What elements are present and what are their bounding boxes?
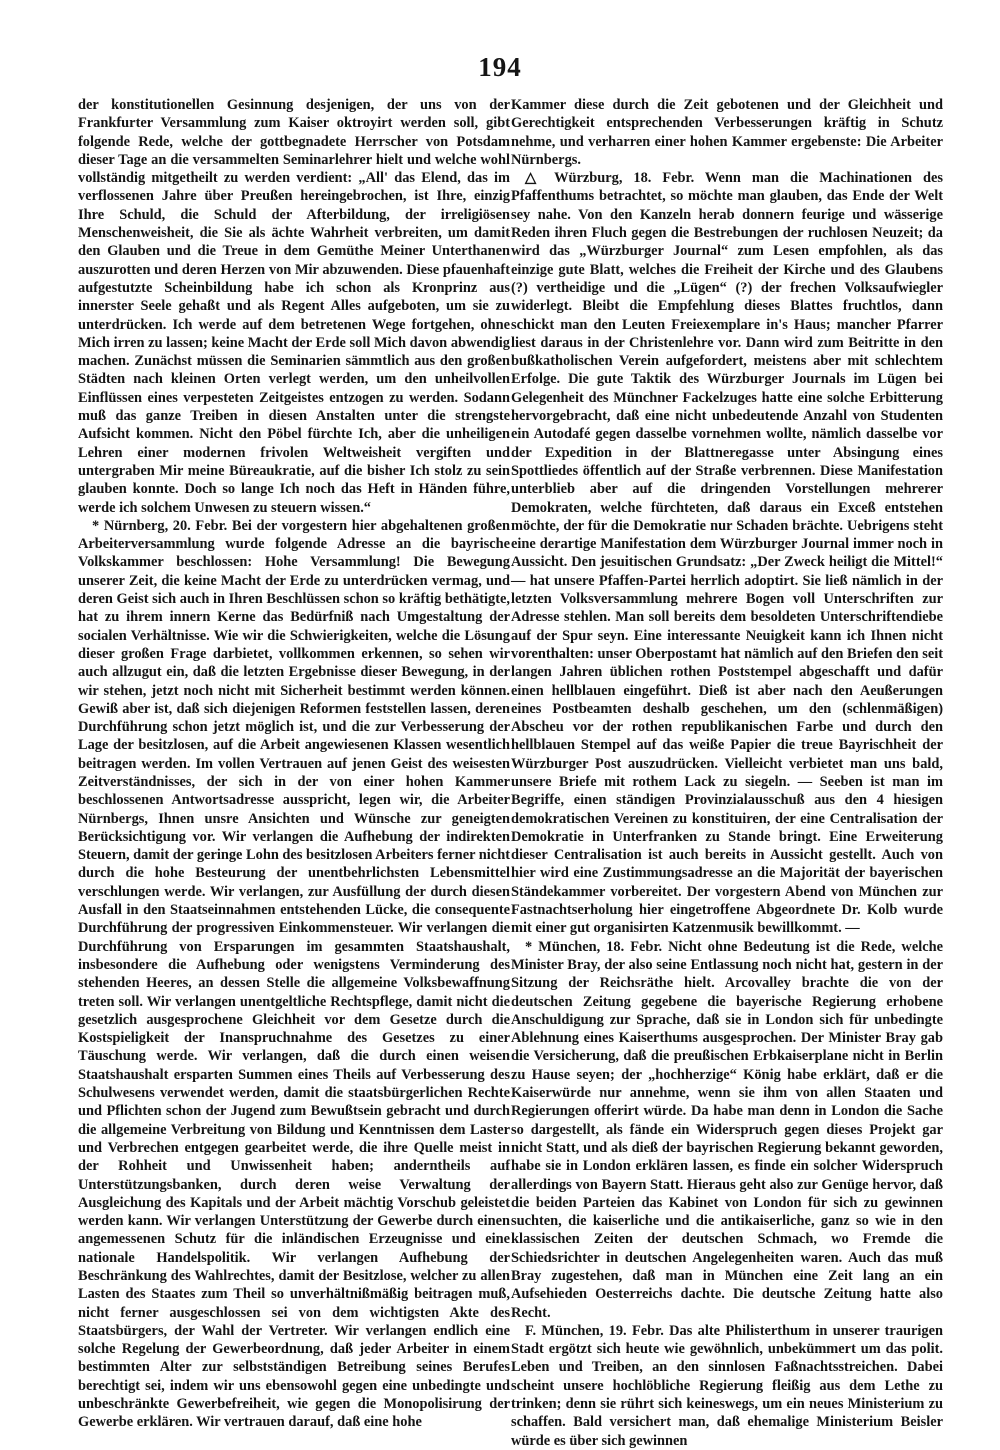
page-number: 194 xyxy=(478,52,522,82)
left-column xyxy=(78,96,510,1431)
paragraph: Kammer diese durch die Zeit gebotenen und der Gleichheit und Gerechtigkeit entsprechenden Verbesserungen kräftig in Schutz nehme, und verharren einer hohen Kammer ergebenste: Die Arbeiter Nürnbergs. xyxy=(511,97,943,168)
paragraph: der konstitutionellen Gesinnung desjenigen, der uns von der Frankfurter Versammlung zum Kaiser oktroyirt werden soll, gibt folgende Rede, welche der gottbegnadete Herrscher von Potsdam dieser Tage an die versammelten Seminarlehrer hielt und welche wohl vollständig mitgetheilt zu werden verdient: „All' das Elend, das im verflossenen Jahre über Preußen hereingebrochen, ist Ihre, einzig Ihre Schuld, die Schuld der Afterbildung, der irreligiösen Menschenweisheit, die Sie als ächte Wahrheit verbreiten, um damit den Glauben und die Treue in dem Gemüthe Meiner Unterthanen auszurotten und deren Herzen von Mir abzuwenden. Diese pfauenhaft aufgestutzte Scheinbildung habe ich schon als Kronprinz aus innerster Seele gehaßt und als Regent Alles aufgeboten, um sie zu unterdrücken. Ich werde auf dem betretenen Wege fortgehen, ohne Mich irren zu lassen; keine Macht der Erde soll Mich davon abwendig machen. Zunächst müssen die Seminarien sämmtlich aus den großen Städten nach kleinen Orten verlegt werden, um den unheilvollen Einflüssen eines verpesteten Zeitgeistes entzogen zu werden. Sodann muß das ganze Treiben in diesen Anstalten unter die strengste Aufsicht kommen. Nicht den Pöbel fürchte Ich, aber die unheiligen Lehren einer modernen frivolen Weltweisheit vergiften und untergraben Mir meine Büreaukratie, auf die bisher Ich stolz zu sein glauben konnte. Doch so lange Ich noch das Heft in Händen führe, werde ich solchem Unwesen zu steuern wissen.“ xyxy=(78,97,510,516)
paragraph: F. München, 19. Febr. Das alte Philisterthum in unserer traurigen Stadt ergötzt sich heute wie gewöhnlich, unbekümmert um das polit. Leben und Treiben, an den sinnlosen Faßnachtsstreichen. Dabei scheint unsere hochlöbliche Regierung fleißig aus dem Lethe zu trinken; denn sie rührt sich keineswegs, um ein neues Ministerium zu schaffen. Bald versichert man, daß ehemalige Ministerium Beisler würde es über sich gewinnen xyxy=(511,1322,943,1449)
paragraph: △ Würzburg, 18. Febr. Wenn man die Machinationen des Pfaffenthums betrachtet, so möchte man glauben, das Ende der Welt sey nahe. Von den Kanzeln herab donnern feurige und wässerige Reden ihren Fluch gegen die Bestrebungen der ruchlosen Neuzeit; da wird das „Würzburger Journal“ zum Lesen empfohlen, als das einzige gute Blatt, welches die Freiheit der Kirche und des Glaubens (?) vertheidige und die „Lügen“ (?) der frechen Volksaufwiegler widerlegt. Bleibt die Empfehlung dieses Blattes fruchtlos, dann schickt man den Leuten Freiexemplare in's Haus; mancher Pfarrer liest daraus in der Christenlehre vor. Dann wird zum Beitritte in den bußkatholischen Verein aufgefordert, meistens aber mit schlechtem Erfolge. Die gute Taktik des Würzburger Journals im Lügen bei Gelegenheit des Münchner Fackelzuges hatte eine solche Erbitterung hervorgebracht, daß eine nicht unbedeutende Anzahl von Studenten ein Autodafé gegen dasselbe vornehmen wollte, nämlich dasselbe vor der Expedition in der Blattneregasse unter Absingung eines Spottliedes öffentlich auf der Straße verbrennen. Diese Manifestation unterblieb aber auf die dringenden Vorstellungen mehrerer Demokraten, welche fürchteten, daß daraus ein Exceß entstehen möchte, der für die Demokratie nur Schaden brächte. Uebrigens steht eine derartige Manifestation dem Würzburger Journal immer noch in Aussicht. Den jesuitischen Grundsatz: „Der Zweck heiligt die Mittel!“ — hat unsere Pfaffen-Partei herrlich adoptirt. Sie ließ nämlich in der letzten Volksversammlung mehrere Bogen voll Unterschriften zur Adresse stehlen. Man soll bereits dem besoldeten Unterschriftendiebe auf der Spur seyn. Eine interessante Neuigkeit kann ich Ihnen nicht vorenthalten: unser Oberpostamt hat nämlich auf den Briefen den seit langen Jahren üblichen rothen Poststempel abgeschafft und dafür einen hellblauen eingeführt. Dieß ist aber nach den Aeußerungen eines Postbeamten deshalb geschehen, um den (schlenmäßigen) Abscheu vor der rothen republikanischen Farbe und durch den hellblauen Stempel auf das weiße Papier die treue Bayrischheit der Würzburger Post auszudrücken. Vielleicht verbietet man uns bald, unsere Briefe mit rothem Lack zu siegeln. — Seeben ist man im Begriffe, einen ständigen Provinzialausschuß aus den 4 hiesigen demokratischen Vereinen zu konstituiren, der eine Centralisation der Demokratie in Unterfranken zu Stande bringt. Eine Erweiterung dieser Centralisation ist auch bereits in Aussicht gestellt. Auch von hier wird eine Zustimmungsadresse an die Majorität der bayerischen Ständekammer vorbereitet. Der vorgestern Abend von München zur Fastnachtserholung hier eingetroffene Abgeordnete Dr. Kolb wurde mit einer gut organisirten Katzenmusik bewillkommt. — xyxy=(511,170,943,937)
paragraph: * München, 18. Febr. Nicht ohne Bedeutung ist die Rede, welche Minister Bray, der also seine Entlassung noch nicht hat, gestern in der Sitzung der Reichsräthe hielt. Arcovalley brachte die von der deutschen Zeitung gegebene die bayerische Regierung erhobene Anschuldigung zur Sprache, daß sie in London sich für unbedingte Ablehnung eines Kaiserthums ausgesprochen. Der Minister Bray gab die Versicherung, daß die preußischen Erbkaiserplane nicht in Berlin zu Hause seyen; der „hochherzige“ König habe erklärt, daß er die Kaiserwürde nur annehme, wenn sie ihm von allen Staaten und Regierungen offerirt würde. Da habe man denn in London die Sache so dargestellt, als fände ein Widerspruch gegen dieses Projekt gar nicht Statt, und als dieß der bayrischen Regierung bekannt geworden, habe sie in London erklären lassen, es finde ein solcher Widerspruch allerdings von Bayern Statt. Hieraus geht also zur Genüge hervor, daß die beiden Parteien das Kabinet von London für sich zu gewinnen suchten, die kaiserliche und die antikaiserliche, ganz so wie in den klassischen Zeiten der deutschen Schmach, wo Fremde die Schiedsrichter in deutschen Angelegenheiten waren. Auch das muß Bray zugestehen, daß man in München eine Zeit lang an ein Aufsehieden Oesterreichs dachte. Die deutsche Zeitung hatte also Recht. xyxy=(511,938,943,1321)
paragraph: * Nürnberg, 20. Febr. Bei der vorgestern hier abgehaltenen großen Arbeiterversammlung wurde folgende Adresse an die bayrische Volkskammer beschlossen: Hohe Versammlung! Die Bewegung unserer Zeit, die keine Macht der Erde zu unterdrücken vermag, und deren Geist sich auch in Ihren Beschlüssen schon so kräftig bethätigte, hat zu ihrem innern Kerne das Bedürfniß nach Umgestaltung der socialen Verhältnisse. Wie wir die Schwierigkeiten, welche die Lösung dieser großen Frage darbietet, vollkommen erkennen, so sehen wir auch allzugut ein, daß die letzten Ergebnisse dieser Bewegung, in der wir stehen, jetzt noch nicht mit Sicherheit bestimmt werden können. Gewiß aber ist, daß sich diejenigen Reformen feststellen lassen, deren Durchführung schon jetzt möglich ist, und die zur Verbesserung der Lage der besitzlosen, auf die Arbeit angewiesenen Klassen wesentlich beitragen werden. Im vollen Vertrauen auf jenen Geist des weisesten Zeitverständnisses, der sich in der von einer hohen Kammer beschlossenen Antwortsadresse ausspricht, legen wir, die Arbeiter Nürnbergs, Ihnen unsre Ansichten und Wünsche zur geneigten Berücksichtigung vor. Wir verlangen die Aufhebung der indirekten Steuern, damit der geringe Lohn des besitzlosen Arbeiters ferner nicht durch die hohe Besteurung der unentbehrlichsten Lebensmittel verschlungen werde. Wir verlangen, zur Ausfüllung der durch diesen Ausfall in den Staatseinnahmen entstehenden Lücke, die consequente Durchführung der progressiven Einkommensteuer. Wir verlangen die Durchführung von Ersparungen im gesammten Staatshaushalt, insbesondere die Aufhebung oder wenigstens Verminderung des stehenden Heeres, an dessen Stelle die allgemeine Volksbewaffnung treten soll. Wir verlangen unentgeltliche Rechtspflege, damit nicht die gesetzlich ausgesprochene Gleichheit vor dem Gesetze durch die Kostspieligkeit der Inanspruchnahme des Gesetzes zu einer Täuschung werde. Wir verlangen, daß die durch einen weisen Staatshaushalt ersparten Summen eines Theils auf Verbesserung des Schulwesens verwendet werden, damit die staatsbürgerlichen Rechte und Pflichten schon der Jugend zum Bewußtsein gebracht und durch die allgemeine Verbreitung von Bildung und Kenntnissen dem Laster und Verbrechen entgegen gearbeitet werde, die ihre Quelle meist in der Rohheit und Unwissenheit haben; anderntheils auf Unterstützungsbanken, durch deren weise Verwaltung der Ausgleichung des Kapitals und der Arbeit mächtig Vorschub geleistet werden kann. Wir verlangen Unterstützung der Gewerbe durch einen angemessenen Schutz für die inländischen Erzeugnisse und eine nationale Handelspolitik. Wir verlangen Aufhebung der Beschränkung des Wahlrechtes, damit der Besitzlose, welcher zu allen Lasten des Staates zum Theil so unverhältnißmäßig beitragen muß, nicht ferner ausgeschlossen sei von dem wichtigsten Akte des Staatsbürgers, der Wahl der Vertreter. Wir verlangen endlich eine solche Regelung der Gewerbeordnung, daß jeder Arbeiter in einem bestimmten Alter zur selbstständigen Betreibung seines Berufes berechtigt sei, indem wir uns ebensowohl gegen eine unbedingte und unbeschränkte Gewerbefreiheit, wie gegen die Monopolisirung der Gewerbe erklären. Wir vertrauen darauf, daß eine hohe xyxy=(78,517,510,1431)
right-column xyxy=(511,96,943,1449)
